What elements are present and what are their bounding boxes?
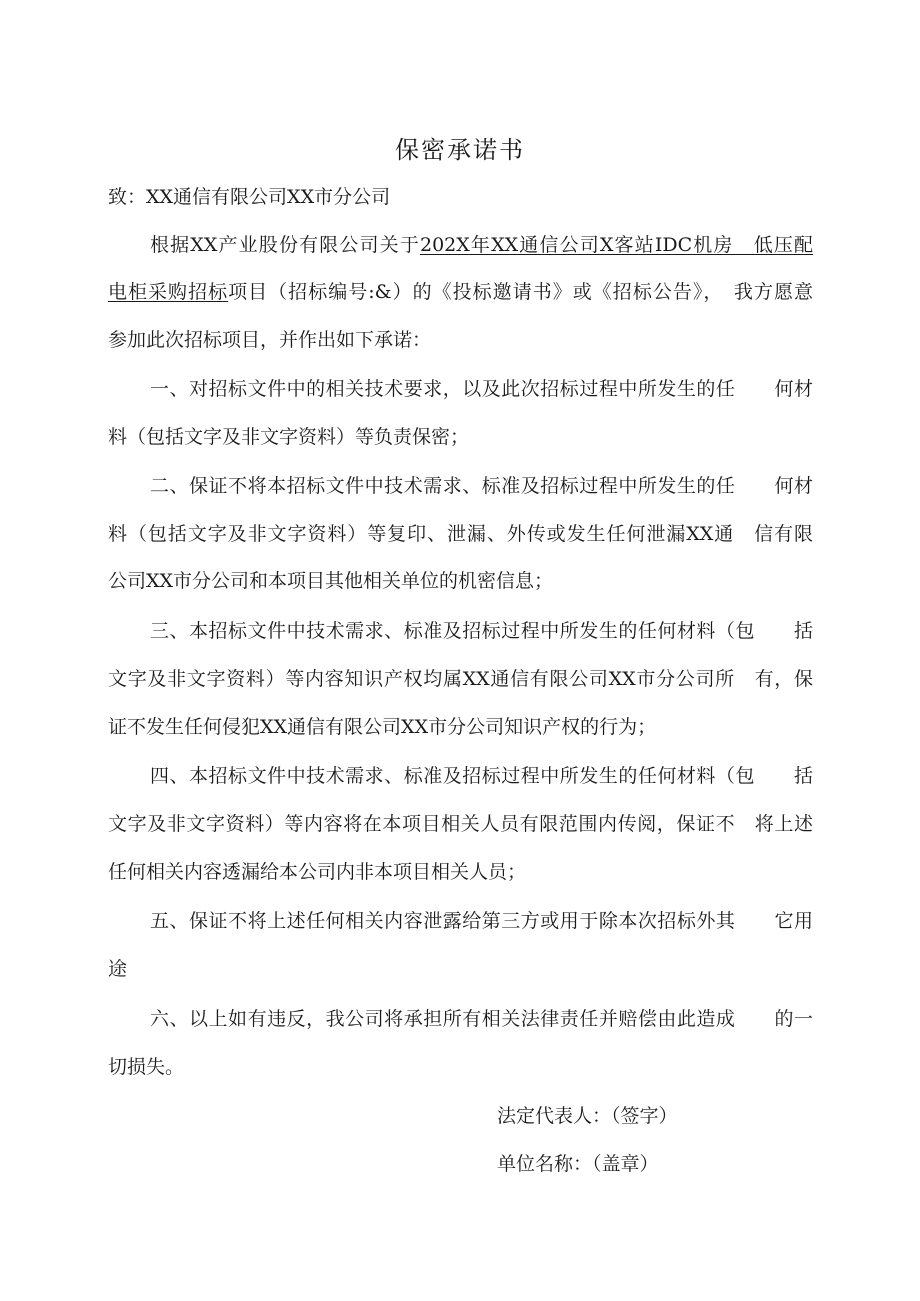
item-3-line-3: 证不发生任何侵犯XX通信有限公司XX市分公司知识产权的行为； xyxy=(108,716,657,738)
item-3-line-1: 三、本招标文件中技术需求、标准及招标过程中所发生的任何材料（包 括 xyxy=(150,620,813,642)
item-6-line-2: 切损失。 xyxy=(108,1056,185,1078)
item-2-line-1: 二、保证不将本招标文件中技术需求、标准及招标过程中所发生的任 何材 xyxy=(150,475,813,497)
intro-line-1 xyxy=(150,230,813,260)
unit-name-seal: 单位名称：（盖章） xyxy=(497,1153,659,1175)
intro-line-3: 参加此次招标项目，并作出如下承诺： xyxy=(108,329,432,351)
item-6-line-1: 六、以上如有违反，我公司将承担所有相关法律责任并赔偿由此造成 的一 xyxy=(150,1008,813,1030)
item-2-line-2: 料（包括文字及非文字资料）等复印、泄漏、外传或发生任何泄漏XX通 信有限 xyxy=(108,523,813,545)
item-4-line-1: 四、本招标文件中技术需求、标准及招标过程中所发生的任何材料（包 括 xyxy=(150,765,813,787)
project-name-underlined: 202X年XX通信公司X客站IDC机房 低压配 xyxy=(419,234,813,256)
intro-line-2 xyxy=(108,277,813,307)
item-5-line-1: 五、保证不将上述任何相关内容泄露给第三方或用于除本次招标外其 它用 xyxy=(150,910,813,932)
item-1-line-2: 料（包括文字及非文字资料）等负责保密； xyxy=(108,426,470,448)
item-2-line-3: 公司XX市分公司和本项目其他相关单位的机密信息； xyxy=(108,570,554,592)
item-3-line-2: 文字及非文字资料）等内容知识产权均属XX通信有限公司XX市分公司所 有，保 xyxy=(108,668,813,690)
intro-text: 根据XX产业股份有限公司关于 xyxy=(150,234,420,256)
project-name-underlined-cont: 电柜采购招标 xyxy=(108,281,229,303)
legal-representative-signature: 法定代表人：（签字） xyxy=(497,1105,678,1127)
item-5-line-2: 途 xyxy=(108,958,128,980)
addressee: 致：XX通信有限公司XX市分公司 xyxy=(108,186,391,208)
item-4-line-2: 文字及非文字资料）等内容将在本项目相关人员有限范围内传阅，保证不 将上述 xyxy=(108,813,813,835)
document-title: 保密承诺书 xyxy=(395,136,525,164)
item-4-line-3: 任何相关内容透漏给本公司内非本项目相关人员； xyxy=(108,861,527,883)
item-1-line-1: 一、对招标文件中的相关技术要求，以及此次招标过程中所发生的任 何材 xyxy=(150,378,813,400)
intro-text-cont: 项目（招标编号:&）的《投标邀请书》或《招标公告》， 我方愿意 xyxy=(228,281,813,303)
